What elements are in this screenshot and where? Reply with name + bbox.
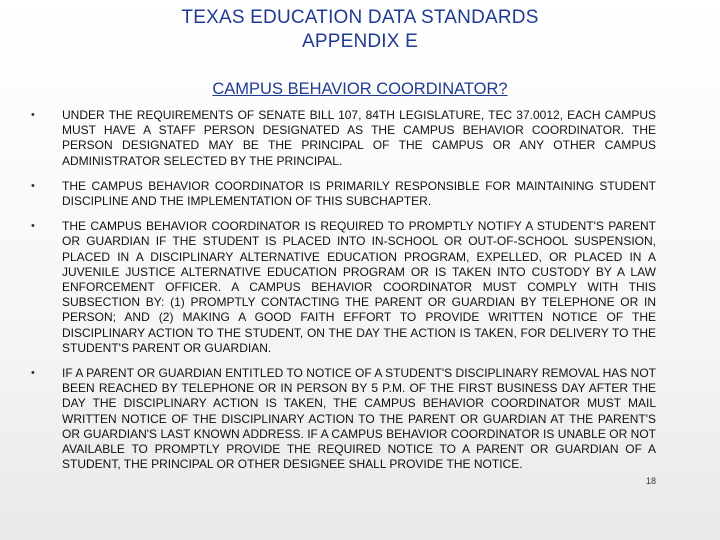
bullet-text-4: IF A PARENT OR GUARDIAN ENTITLED TO NOTICE OF A STUDENT'S DISCIPLINARY REMOVAL HAS NOT BEEN REACHED BY TELEPHONE OR IN PERSON BY 5 P.M. OF THE FIRST BUSINESS DAY AFTER THE DAY THE DISCIPLINARY ACTION IS TAKEN, THE CAMPUS BEHAVIOR COORDINATOR MUST MAIL WRITTEN NOTICE OF THE DISCIPLINARY ACTION TO THE PARENT OR GUARDIAN AT THE PARENT'S OR GUARDIAN'S LAST KNOWN ADDRESS. IF A CAMPUS BEHAVIOR COORDINATOR IS UNABLE OR NOT AVAILABLE TO PROMPTLY PROVIDE THE REQUIRED NOTICE TO A PARENT OR GUARDIAN OF A STUDENT, THE PRINCIPAL OR OTHER DESIGNEE SHALL PROVIDE THE NOTICE. [62, 366, 656, 472]
bullet-dot-icon: • [31, 109, 35, 121]
bullet-text-1: UNDER THE REQUIREMENTS OF SENATE BILL 107, 84TH LEGISLATURE, TEC 37.0012, EACH CAMPUS MUST HAVE A STAFF PERSON DESIGNATED AS THE CAMPUS BEHAVIOR COORDINATOR. THE PERSON DESIGNATED MAY BE THE PRINCIPAL OF THE CAMPUS OR ANY OTHER CAMPUS ADMINISTRATOR SELECTED BY THE PRINCIPAL. [62, 108, 656, 168]
bullet-dot-icon: • [31, 367, 35, 380]
title-line-2: APPENDIX E [301, 31, 419, 52]
bullet-item-4 [28, 366, 656, 472]
bullet-dot-icon: • [31, 220, 35, 233]
bullet-list [28, 108, 656, 482]
page-title [0, 6, 720, 54]
bullet-item-2 [28, 179, 656, 209]
bullet-item-1 [28, 108, 656, 169]
bullet-text-2: THE CAMPUS BEHAVIOR COORDINATOR IS PRIMARILY RESPONSIBLE FOR MAINTAINING STUDENT DISCIPLINE AND THE IMPLEMENTATION OF THIS SUBCHAPTER. [62, 178, 656, 209]
page-number: 18 [646, 476, 657, 486]
section-subtitle: CAMPUS BEHAVIOR COORDINATOR? [212, 80, 508, 98]
bullet-dot-icon: • [31, 179, 35, 192]
title-line-1: TEXAS EDUCATION DATA STANDARDS [181, 7, 539, 28]
bullet-text-3: THE CAMPUS BEHAVIOR COORDINATOR IS REQUIRED TO PROMPTLY NOTIFY A STUDENT'S PARENT OR GUARDIAN IF THE STUDENT IS PLACED INTO IN-SCHOOL OR OUT-OF-SCHOOL SUSPENSION, PLACED IN A DISCIPLINARY ALTERNATIVE EDUCATION PROGRAM, EXPELLED, OR PLACED IN A JUVENILE JUSTICE ALTERNATIVE EDUCATION PROGRAM OR IS TAKEN INTO CUSTODY BY A LAW ENFORCEMENT OFFICER. A CAMPUS BEHAVIOR COORDINATOR MUST COMPLY WITH THIS SUBSECTION BY: (1) PROMPTLY CONTACTING THE PARENT OR GUARDIAN BY TELEPHONE OR IN PERSON; AND (2) MAKING A GOOD FAITH EFFORT TO PROVIDE WRITTEN NOTICE OF THE DISCIPLINARY ACTION TO THE STUDENT, ON THE DAY THE ACTION IS TAKEN, FOR DELIVERY TO THE STUDENT'S PARENT OR GUARDIAN. [62, 219, 656, 355]
bullet-item-3 [28, 219, 656, 356]
